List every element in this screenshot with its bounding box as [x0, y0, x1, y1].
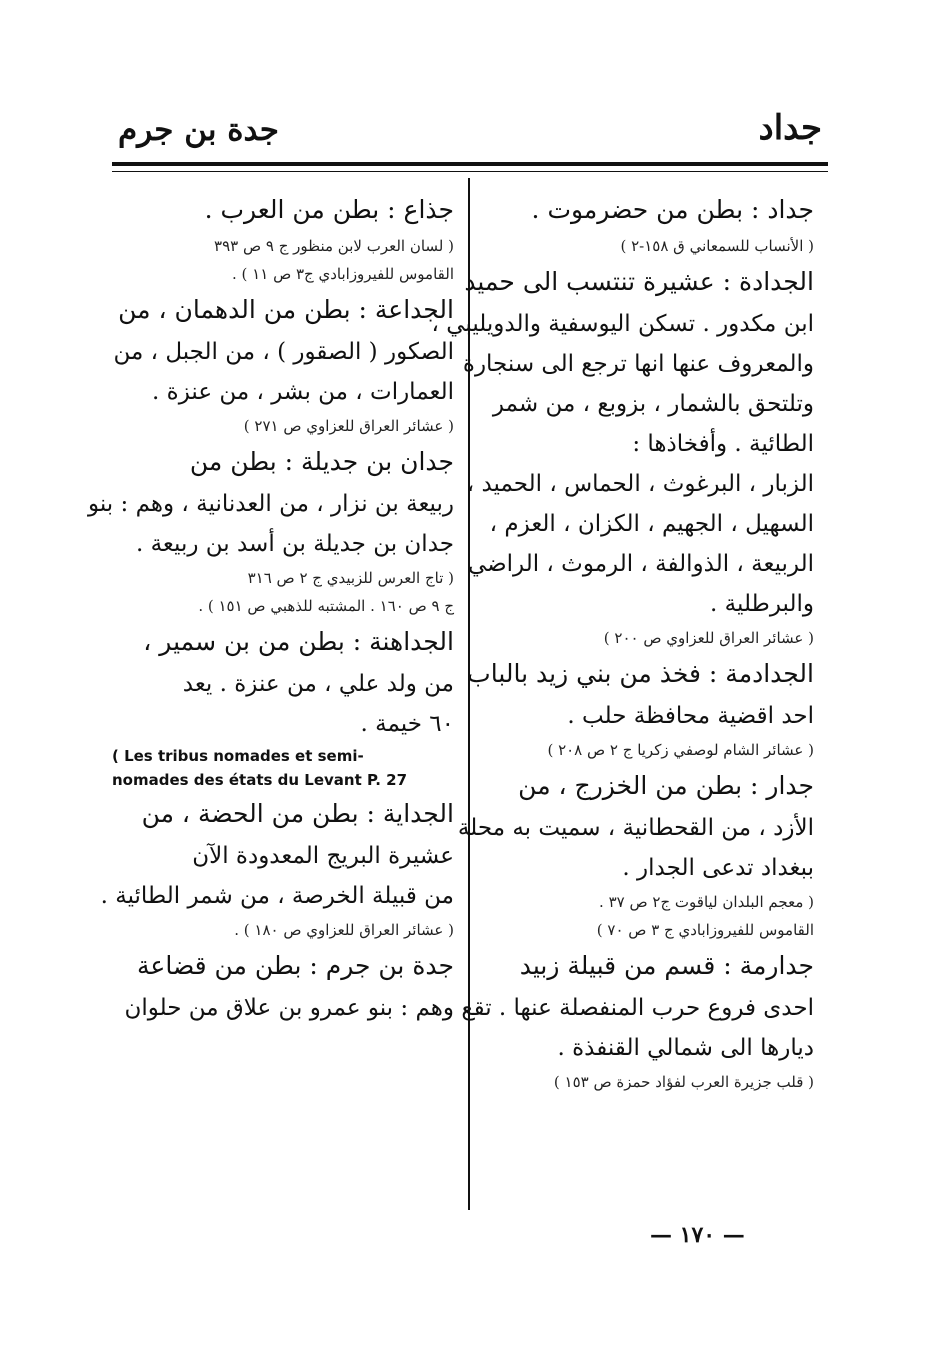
- entry-headline: الجداهنة : بطن من بن سمير ،: [143, 627, 454, 656]
- entry-headline: جدان بن جديلة : بطن من: [189, 447, 454, 476]
- text-line: السهيل ، الجهيم ، الكزان ، العزم ،: [489, 511, 814, 537]
- reference-line: ( تاج العرس للزبيدي ج ٢ ص ٣١٦: [247, 569, 454, 587]
- entry-headline: الجدادمة : فخذ من بني زيد بالباب: [467, 659, 814, 688]
- left-column: [87, 188, 454, 1028]
- entry-headline: الجداية : بطن من الحضة ، من: [141, 799, 454, 828]
- reference-line: ( Les tribus nomades et semi-: [112, 747, 364, 765]
- text-line: الطائية . وأفخاذها :: [632, 431, 814, 457]
- text-line: ٦٠ خيمة .: [360, 711, 454, 737]
- page-number: — ١٧٠ —: [650, 1222, 745, 1248]
- running-head-left: جدة بن جرم: [118, 112, 279, 148]
- reference-line: القاموس للفيروزابادي ج٣ ص ١١ ) .: [232, 265, 454, 283]
- text-line: عشيرة البريج المعدودة الآن: [192, 843, 454, 869]
- running-head-right: جداد: [758, 108, 822, 148]
- text-line: من قبيلة الخرصة ، من شمر الطائية .: [100, 883, 454, 909]
- reference-line: ج ٩ ص ١٦٠ . المشتبه للذهبي ص ١٥١ ) .: [198, 597, 454, 615]
- reference-line: القاموس للفيروزابادي ج ٣ ص ٧٠ ): [596, 921, 814, 939]
- entry-headline: جداد : بطن من حضرموت .: [531, 195, 814, 224]
- entry-headline: جدارمة : قسم من قبيلة زبيد: [519, 951, 814, 980]
- text-line: والبرطلية .: [710, 591, 814, 617]
- reference-line: ( عشائر الشام لوصفي زكريا ج ٢ ص ٢٠٨ ): [547, 741, 814, 759]
- reference-line: ( معجم البلدان لياقوت ج٢ ص ٣٧ .: [599, 893, 814, 911]
- text-line: الزبار ، البرغوث ، الحماس ، الحميد ،: [466, 471, 814, 497]
- reference-line: ( لسان العرب لابن منظور ج ٩ ص ٣٩٣: [214, 237, 454, 255]
- right-column: [431, 188, 814, 1096]
- text-line: من ولد علي ، من عنزة . يعد: [182, 671, 454, 697]
- text-line: العمارات ، من بشر ، من عنزة .: [152, 379, 454, 405]
- entry-headline: الجدادة : عشيرة تنتسب الى حميد: [464, 267, 814, 296]
- entry-headline: جدة بن جرم : بطن من قضاعة: [137, 951, 454, 980]
- entry-headline: جذاع : بطن من العرب .: [204, 195, 454, 224]
- reference-line: ( قلب جزيرة العرب لفؤاد حمزة ص ١٥٣ ): [553, 1073, 814, 1091]
- text-line: الأزد ، من القحطانية ، سميت به محلة: [457, 815, 814, 841]
- header-rule-thin: [112, 171, 828, 172]
- reference-line: nomades des états du Levant P. 27: [112, 771, 408, 789]
- text-line: جدان بن جديلة بن أسد بن ربيعة .: [135, 531, 454, 557]
- text-line: ربيعة بن نزار ، من العدنانية ، وهم : بنو: [87, 491, 454, 517]
- reference-line: ( عشائر العراق للعزاوي ص ١٨٠ ) .: [234, 921, 454, 939]
- text-line: وهم : بنو عمرو بن علاق من حلوان: [124, 995, 454, 1021]
- reference-line: ( عشائر العراق للعزاوي ص ٢٠٠ ): [603, 629, 814, 647]
- text-line: احد اقضية محافظة حلب .: [567, 703, 814, 729]
- text-line: الربيعة ، الذوالفة ، الرموث ، الراضي: [467, 551, 814, 577]
- text-line: ببغداد تدعى الجدار .: [622, 855, 814, 881]
- header-rule: [112, 162, 828, 166]
- reference-line: ( عشائر العراق للعزاوي ص ٢٧١ ): [243, 417, 454, 435]
- text-line: ابن مكدور . تسكن اليوسفية والدويليبي ،: [431, 311, 814, 337]
- reference-line: ( الأنساب للسمعاني ق ١٥٨-٢ ): [620, 237, 814, 255]
- text-line: والمعروف عنها انها ترجع الى سنجارة: [462, 351, 814, 377]
- text-line: الصكور ( الصقور ) ، من الجبل ، من: [113, 339, 454, 365]
- entry-headline: جدار : بطن من الخزرج ، من: [518, 771, 814, 800]
- text-line: ديارها الى شمالي القنفذة .: [557, 1035, 814, 1061]
- text-line: احدى فروع حرب المنفصلة عنها . تقع: [461, 995, 814, 1021]
- entry-headline: الجداعة : بطن من الدهمان ، من: [118, 295, 454, 324]
- text-line: وتلتحق بالشمار ، بزوبع ، من شمر: [492, 391, 814, 417]
